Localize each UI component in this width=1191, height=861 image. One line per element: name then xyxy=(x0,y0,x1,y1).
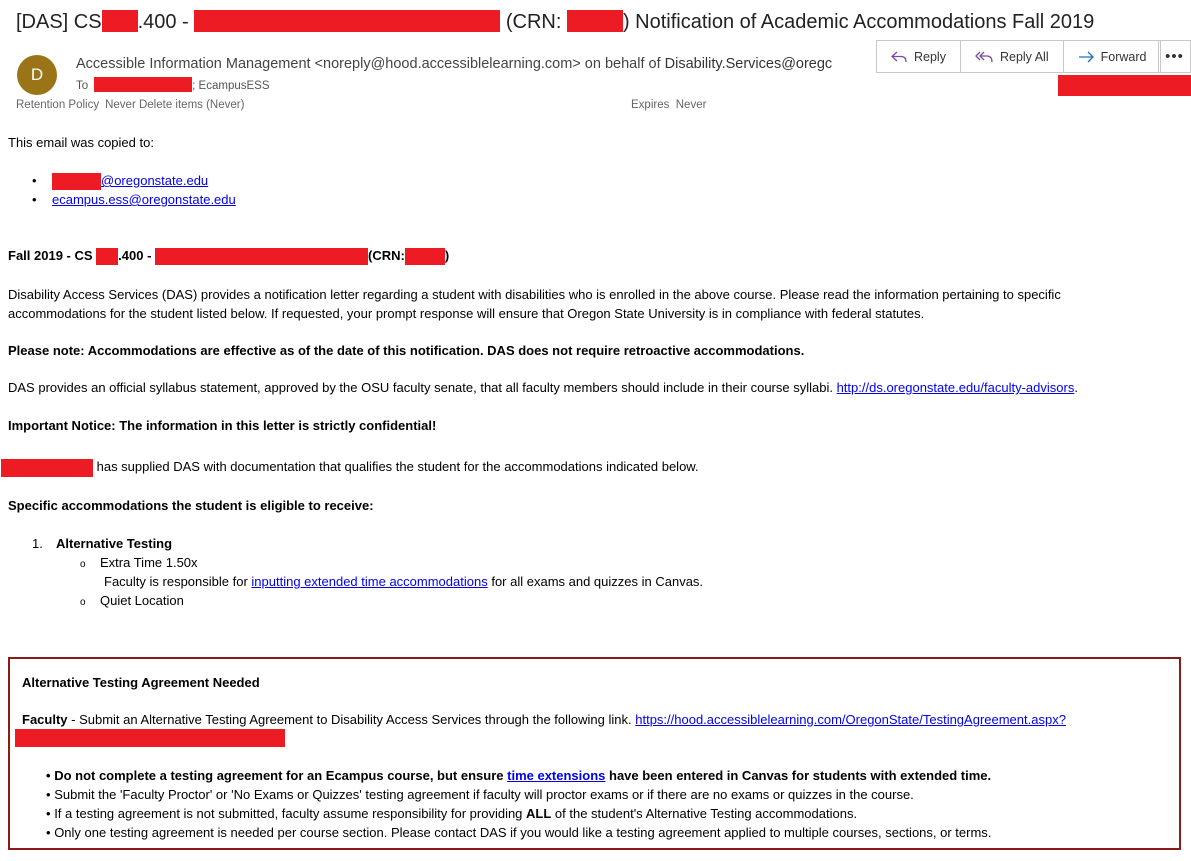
syllabus-paragraph xyxy=(8,378,1078,397)
list-item xyxy=(46,804,991,823)
reply-all-icon xyxy=(975,50,993,64)
sender-name[interactable]: Accessible Information Management <noreply@hood.accessiblelearning.com> xyxy=(76,56,581,72)
redaction-block xyxy=(52,173,101,190)
reply-icon xyxy=(891,50,907,64)
on-behalf-text: on behalf of xyxy=(580,56,665,72)
redaction-block xyxy=(1,459,93,477)
reply-label: Reply xyxy=(914,49,946,64)
list-item xyxy=(46,823,991,842)
circle-bullet: o xyxy=(80,597,86,608)
bullet-text: have been entered in Canvas for students with extended time. xyxy=(605,768,992,783)
syllabus-text: DAS provides an official syllabus statement, approved by the OSU faculty senate, that all faculty members should include in their course syllabi. xyxy=(8,380,837,395)
list-item xyxy=(32,572,932,591)
subject-part-1: [DAS] CS xyxy=(16,11,102,33)
expires-label: Expires xyxy=(631,99,670,111)
agreement-content xyxy=(22,673,1172,747)
accommodation-note-a: Faculty is responsible for xyxy=(104,574,252,589)
bullet: • xyxy=(46,787,51,802)
redaction-block xyxy=(194,10,500,32)
accommodation-item: Extra Time 1.50x xyxy=(100,555,198,570)
list-item xyxy=(32,553,932,572)
agreement-title: Alternative Testing Agreement Needed xyxy=(22,675,260,690)
course-part-a: Fall 2019 - CS xyxy=(8,248,97,263)
avatar[interactable]: D xyxy=(17,55,57,95)
circle-bullet: o xyxy=(80,559,86,570)
testing-agreement-link[interactable]: https://hood.accessiblelearning.com/OregonState/TestingAgreement.aspx? xyxy=(635,712,1066,727)
redaction-block xyxy=(96,248,118,265)
bullet: • xyxy=(46,825,51,840)
agreement-bullets xyxy=(46,766,991,842)
course-part-c: (CRN: xyxy=(368,248,405,263)
copied-to-text: This email was copied to: xyxy=(8,135,154,150)
course-heading xyxy=(8,246,449,265)
intro-paragraph: Disability Access Services (DAS) provides a notification letter regarding a student with disabilities who is enrolled in the above course. Please read the information pertaining to specific accommodations for the student listed below. If requested, your prompt response will ensure that Oregon State University is in compliance with federal statutes. xyxy=(8,287,1061,321)
bullet-emphasis: ALL xyxy=(526,806,552,821)
confidential-notice: Important Notice: The information in this letter is strictly confidential! xyxy=(8,418,437,433)
list-item xyxy=(32,591,932,610)
redaction-block xyxy=(15,729,285,747)
syllabus-link[interactable]: http://ds.oregonstate.edu/faculty-advisors xyxy=(836,380,1075,395)
syllabus-end: . xyxy=(1074,380,1078,395)
to-line xyxy=(76,77,270,92)
list-number: 1. xyxy=(32,536,43,551)
extended-time-link[interactable]: inputting extended time accommodations xyxy=(251,574,488,589)
bullet-text: If a testing agreement is not submitted, faculty assume responsibility for providing xyxy=(54,806,527,821)
copied-list xyxy=(8,171,608,209)
copied-email-link[interactable]: ecampus.ess@oregonstate.edu xyxy=(52,192,236,207)
to-label: To xyxy=(76,80,89,92)
time-extensions-link[interactable]: time extensions xyxy=(507,768,606,783)
forward-label: Forward xyxy=(1100,49,1147,64)
to-recipients[interactable]: ; EcampusESS xyxy=(192,80,270,92)
accommodation-list xyxy=(32,534,932,610)
redaction-block xyxy=(567,10,623,32)
retention-value: Never Delete items (Never) xyxy=(105,99,245,111)
list-item xyxy=(32,534,932,553)
message-actions xyxy=(876,40,1161,73)
supplied-paragraph xyxy=(1,457,699,477)
email-subject xyxy=(16,10,1094,34)
retention-label: Retention Policy xyxy=(16,99,100,111)
bullet-text: Do not complete a testing agreement for an Ecampus course, but ensure xyxy=(54,768,508,783)
specific-heading: Specific accommodations the student is eligible to receive: xyxy=(8,498,374,513)
subject-part-4: ) Notification of Academic Accommodations Fall 2019 xyxy=(622,11,1095,33)
bullet-text: Only one testing agreement is needed per course section. Please contact DAS if you would like a testing agreement applied to multiple courses, sections, or terms. xyxy=(54,825,992,840)
expires xyxy=(631,99,706,111)
retention-policy xyxy=(16,99,244,111)
forward-button[interactable] xyxy=(1064,41,1161,72)
subject-part-3: (CRN: xyxy=(500,11,567,33)
redaction-block xyxy=(405,248,445,265)
redaction-block xyxy=(102,10,138,32)
accommodation-item: Quiet Location xyxy=(100,593,184,608)
faculty-label: Faculty xyxy=(22,712,68,727)
testing-agreement-box xyxy=(8,657,1181,850)
list-item xyxy=(46,785,991,804)
bullet-text: Submit the 'Faculty Proctor' or 'No Exams or Quizzes' testing agreement if faculty will proctor exams or if there are no exams or quizzes in the course. xyxy=(54,787,914,802)
forward-icon xyxy=(1078,50,1094,64)
behalf-email[interactable]: Disability.Services@oregc xyxy=(664,56,833,72)
accommodation-title: Alternative Testing xyxy=(56,536,173,551)
course-part-b: .400 - xyxy=(118,248,156,263)
faculty-text: - Submit an Alternative Testing Agreement to Disability Access Services through the following link. xyxy=(67,712,636,727)
supplied-text: has supplied DAS with documentation that qualifies the student for the accommodations indicated below. xyxy=(93,459,699,474)
list-item xyxy=(8,171,608,190)
bullet: • xyxy=(46,768,51,783)
reply-all-label: Reply All xyxy=(999,49,1049,64)
redaction-block xyxy=(155,248,368,265)
note-paragraph: Please note: Accommodations are effective as of the date of this notification. DAS does not require retroactive accommodations. xyxy=(8,343,805,358)
list-item xyxy=(8,190,608,209)
reply-button[interactable] xyxy=(877,41,961,72)
list-item xyxy=(46,766,991,785)
bullet-text: of the student's Alternative Testing accommodations. xyxy=(551,806,858,821)
reply-all-button[interactable] xyxy=(961,41,1064,72)
more-actions-button[interactable]: ••• xyxy=(1158,40,1191,73)
sender-line xyxy=(76,56,832,72)
expires-value: Never xyxy=(675,99,707,111)
redaction-block xyxy=(1058,75,1191,96)
redaction-block xyxy=(94,77,192,92)
copied-email-link[interactable]: @oregonstate.edu xyxy=(101,173,209,188)
subject-part-2: .400 - xyxy=(137,11,195,33)
course-part-d: ) xyxy=(444,248,450,263)
faculty-paragraph xyxy=(22,710,1172,729)
bullet: • xyxy=(46,806,51,821)
accommodation-note-b: for all exams and quizzes in Canvas. xyxy=(487,574,704,589)
